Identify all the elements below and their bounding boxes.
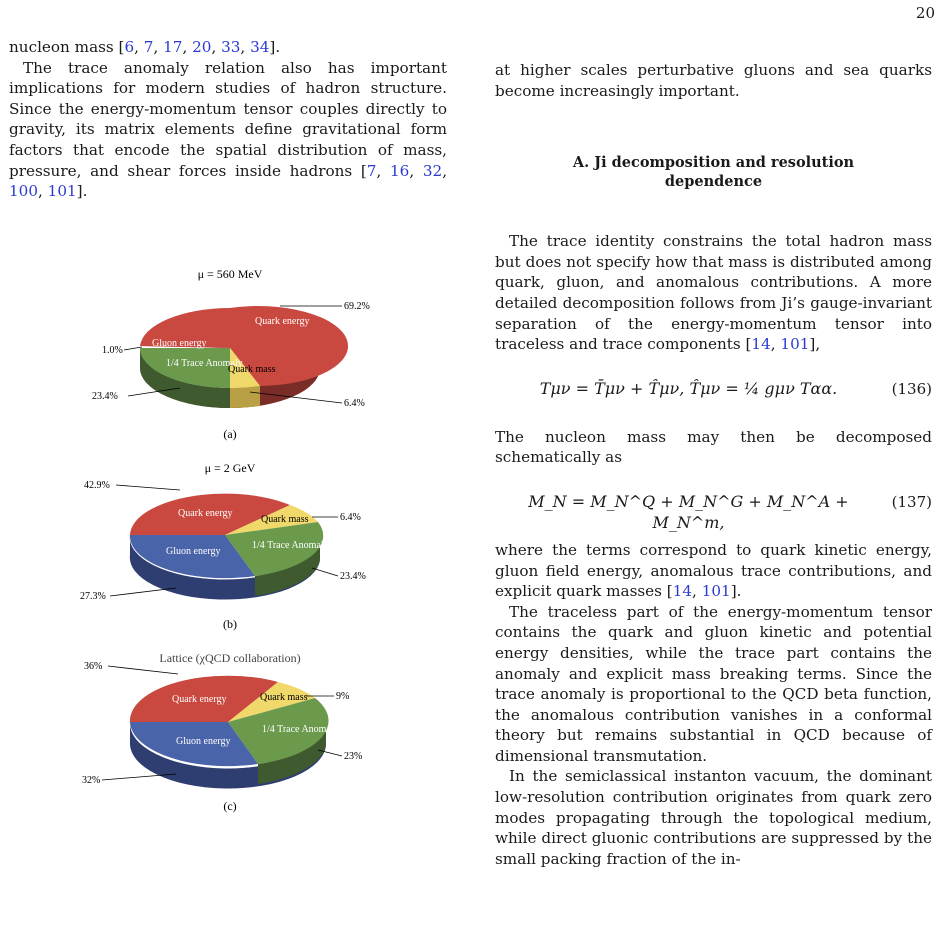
label-trace-anomaly: 1/4 Trace Anomaly xyxy=(252,540,329,551)
equation-137 xyxy=(495,482,932,532)
label-quark-energy: Quark energy xyxy=(178,508,233,519)
pct-quark-energy: 36% xyxy=(84,661,103,672)
label-quark-energy: Quark energy xyxy=(255,316,310,327)
pct-quark-mass: 9% xyxy=(336,691,350,702)
citation[interactable]: 16 xyxy=(390,161,410,180)
label-trace-anomaly: 1/4 Trace Anomaly xyxy=(262,724,339,735)
pct-trace-anomaly: 23.4% xyxy=(92,391,118,402)
figure-b-caption: (b) xyxy=(223,617,237,631)
pct-gluon-energy: 32% xyxy=(82,775,101,786)
label-quark-mass: Quark mass xyxy=(261,514,309,525)
figure-a-caption: (a) xyxy=(223,427,237,441)
label-gluon-energy: Gluon energy xyxy=(166,546,221,557)
pct-trace-anomaly: 23% xyxy=(344,751,363,762)
pct-trace-anomaly: 23.4% xyxy=(340,571,366,582)
pie-c-slices xyxy=(130,676,329,766)
label-trace-anomaly: 1/4 Trace Anomaly xyxy=(166,358,243,369)
left-line-0: nucleon mass [6, 7, 17, 20, 33, 34]. xyxy=(9,38,281,56)
citation[interactable]: 14 xyxy=(751,335,771,354)
right-paragraph-3: where the terms correspond to quark kinetic energy, gluon field energy, anomalous trace contributions, and explicit quark masses [14, 101]. xyxy=(495,540,932,601)
citation[interactable]: 17 xyxy=(163,38,183,56)
right-paragraph-4: The traceless part of the energy-momentum tensor contains the quark and gluon kinetic and potential energy densities, while the trace part contains the anomaly and explicit mass breaking terms. Since the trace anomaly is proportional to the QCD beta function, the anomalous contribution vanishes in a conformal theory but remains substantial in QCD because of dimensional transmutation. xyxy=(495,602,932,765)
figure-b xyxy=(80,460,380,640)
right-paragraph-1: The trace identity constrains the total hadron mass but does not specify how that mass is distributed among quark, gluon, and anomalous contributions. A more detailed decomposition follows from Ji’s gauge-invariant separation of the energy-momentum tensor into traceless and trace components [14, 101], xyxy=(495,232,932,354)
figure-c-title: Lattice (χQCD collaboration) xyxy=(159,651,301,665)
label-gluon-energy: Gluon energy xyxy=(152,338,207,349)
pct-quark-energy: 42.9% xyxy=(84,480,110,491)
citation[interactable]: 101 xyxy=(47,182,77,201)
pct-quark-energy: 69.2% xyxy=(344,301,370,312)
citation[interactable]: 33 xyxy=(221,38,241,56)
equation-136 xyxy=(495,369,932,413)
equation-136-body: Tμν = T̄μν + T̂μν, T̂μν = ¼ gμν Tαα. xyxy=(539,378,838,398)
citation[interactable]: 7 xyxy=(143,38,154,56)
figure-c xyxy=(80,650,380,820)
figure-a xyxy=(80,268,380,478)
left-column xyxy=(9,37,447,202)
figure-b-title: μ = 2 GeV xyxy=(204,461,256,475)
equation-136-number: (136) xyxy=(891,379,932,398)
citation[interactable]: 14 xyxy=(672,582,693,601)
right-paragraph-0: at higher scales perturbative gluons and sea quarks become increasingly important. xyxy=(495,61,932,100)
equation-137-number: (137) xyxy=(891,492,932,511)
pct-quark-mass: 6.4% xyxy=(340,512,361,523)
citation[interactable]: 32 xyxy=(422,161,443,180)
left-paragraph-1: The trace anomaly relation also has important implications for modern studies of hadron structure. Since the energy-momentum tensor couples directly to gravity, its matrix elements define gravitational form factors that encode the spatial distribution of mass, pressure, and shear forces inside hadrons [7, 16, 32, 100, 101]. xyxy=(9,58,448,201)
citation[interactable]: 100 xyxy=(9,182,38,201)
citation[interactable]: 7 xyxy=(366,161,377,180)
page-number: 20 xyxy=(915,4,935,22)
citation[interactable]: 101 xyxy=(701,582,731,601)
right-column xyxy=(495,60,932,869)
figure-a-title: μ = 560 MeV xyxy=(197,268,263,281)
label-quark-mass: Quark mass xyxy=(260,692,308,703)
citation[interactable]: 34 xyxy=(250,38,270,56)
citation[interactable]: 20 xyxy=(192,38,212,56)
label-gluon-energy: Gluon energy xyxy=(176,736,231,747)
right-paragraph-5: In the semiclassical instanton vacuum, the dominant low-resolution contribution originates from quark zero modes propagating through the topological medium, while direct gluonic contributions are suppressed by the small packing fraction of the in- xyxy=(495,767,932,868)
pct-gluon-energy: 1.0% xyxy=(102,345,123,356)
citation[interactable]: 6 xyxy=(124,38,135,56)
equation-137-body: M_N = M_N^Q + M_N^G + M_N^A + M_N^m, xyxy=(528,491,849,532)
section-heading: A. Ji decomposition and resolution dependence xyxy=(572,154,855,191)
label-quark-mass: Quark mass xyxy=(228,364,276,375)
figure-c-caption: (c) xyxy=(223,799,237,813)
pct-quark-mass: 6.4% xyxy=(344,398,365,409)
citation[interactable]: 101 xyxy=(780,335,810,354)
pie-b-slices xyxy=(130,494,323,579)
label-quark-energy: Quark energy xyxy=(172,694,227,705)
right-paragraph-2: The nucleon mass may then be decomposed schematically as xyxy=(495,427,932,467)
pct-gluon-energy: 27.3% xyxy=(80,591,106,602)
